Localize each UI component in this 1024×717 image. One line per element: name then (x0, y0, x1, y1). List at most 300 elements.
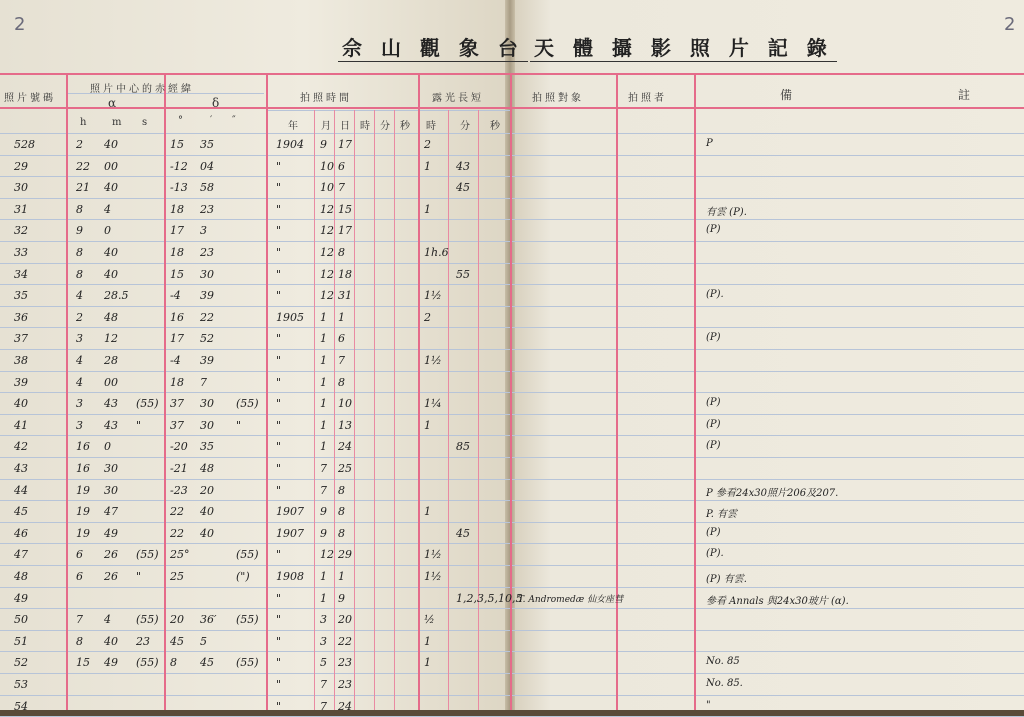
cell-m: 00 (104, 376, 118, 389)
header-remarks-2: 註 (958, 88, 974, 102)
cell-day: 20 (338, 613, 352, 626)
cell-s: " (136, 419, 142, 432)
cell-day: 25 (338, 462, 352, 475)
cell-year: " (276, 419, 282, 432)
cell-month: 3 (320, 613, 327, 626)
cell-m: 49 (104, 656, 118, 669)
cell-h: 8 (76, 203, 83, 216)
cell-month: 5 (320, 656, 327, 669)
sub-column-rule (354, 110, 355, 710)
cell-exp_h: 1½ (424, 570, 442, 583)
header-s: s (142, 117, 151, 128)
cell-year: " (276, 484, 282, 497)
ruled-line (0, 263, 1024, 264)
cell-deg: 22 (170, 527, 184, 540)
cell-sec: (55) (236, 656, 259, 669)
cell-day: 29 (338, 548, 352, 561)
cell-min: 23 (200, 246, 214, 259)
cell-note: (P) (706, 224, 721, 235)
cell-no: 35 (14, 289, 28, 302)
cell-exp_h: 1¼ (424, 397, 442, 410)
header-target: 拍照對象 (532, 93, 584, 104)
cell-deg: -4 (170, 289, 181, 302)
cell-deg: 25 (170, 570, 184, 583)
ruled-line (0, 306, 1024, 307)
cell-month: 9 (320, 138, 327, 151)
cell-year: 1908 (276, 570, 304, 583)
observatory-title: 佘 山 觀 象 台 (338, 32, 528, 62)
cell-no: 36 (14, 311, 28, 324)
cell-month: 1 (320, 354, 327, 367)
ruled-line (0, 695, 1024, 696)
ruled-line (0, 241, 1024, 242)
header-exp-hour: 時 (426, 121, 439, 132)
cell-no: 29 (14, 160, 28, 173)
cell-h: 3 (76, 419, 83, 432)
cell-m: 43 (104, 419, 118, 432)
cell-note: (P) (706, 527, 721, 538)
header-mid-rule (0, 107, 1024, 109)
cell-no: 43 (14, 462, 28, 475)
cell-h: 19 (76, 484, 90, 497)
cell-no: 50 (14, 613, 28, 626)
cell-min: 39 (200, 289, 214, 302)
right-page-number: 2 (1004, 14, 1016, 35)
cell-deg: 45 (170, 635, 184, 648)
cell-month: 10 (320, 160, 334, 173)
cell-deg: 16 (170, 311, 184, 324)
cell-day: 24 (338, 440, 352, 453)
cell-deg: 25° (170, 548, 190, 561)
header-m: m (112, 117, 125, 128)
ruled-line (0, 349, 1024, 350)
cell-m: 40 (104, 635, 118, 648)
cell-m: 28.5 (104, 289, 129, 302)
cell-h: 3 (76, 397, 83, 410)
cell-note: P. 有雲 (706, 509, 738, 520)
cell-no: 52 (14, 656, 28, 669)
cell-m: 40 (104, 268, 118, 281)
cell-min: 22 (200, 311, 214, 324)
cell-m: 0 (104, 440, 111, 453)
cell-deg: 18 (170, 203, 184, 216)
header-h: h (80, 117, 90, 128)
column-rule (164, 73, 166, 710)
cell-note: " (706, 700, 711, 711)
header-remarks-1: 備 (780, 88, 796, 102)
cell-sec: (55) (236, 397, 259, 410)
header-hour: 時 (360, 121, 373, 132)
cell-exp_h: 1 (424, 203, 431, 216)
cell-deg: -13 (170, 181, 188, 194)
cell-h: 21 (76, 181, 90, 194)
cell-note: (P) (706, 419, 721, 430)
cell-exp_h: 2 (424, 311, 431, 324)
cell-min: 35 (200, 440, 214, 453)
cell-day: 24 (338, 700, 352, 713)
cell-year: " (276, 332, 282, 345)
ruled-line (0, 457, 1024, 458)
header-delta: δ (212, 96, 223, 110)
cell-note: 有雲 (P). (706, 207, 747, 218)
ruled-line (0, 219, 1024, 220)
cell-note: P 參看24x30照片206及207. (706, 488, 839, 499)
cell-target: T. Andromedæ 仙女座彗 (518, 595, 624, 605)
cell-h: 4 (76, 376, 83, 389)
cell-day: 17 (338, 224, 352, 237)
cell-day: 1 (338, 570, 345, 583)
cell-day: 18 (338, 268, 352, 281)
cell-m: 40 (104, 246, 118, 259)
cell-min: 30 (200, 397, 214, 410)
cell-no: 49 (14, 592, 28, 605)
cell-deg: 37 (170, 419, 184, 432)
ruled-line (0, 133, 1024, 134)
cell-deg: 18 (170, 376, 184, 389)
cell-deg: 8 (170, 656, 177, 669)
cell-h: 2 (76, 311, 83, 324)
column-rule (418, 73, 420, 710)
ruled-line (0, 284, 1024, 285)
header-photo-time: 拍照時間 (300, 93, 352, 104)
column-rule (510, 73, 512, 710)
cell-note: (P). (706, 548, 724, 559)
cell-month: 12 (320, 246, 334, 259)
cell-exp_h: 1½ (424, 354, 442, 367)
cell-day: 23 (338, 656, 352, 669)
cell-note: No. 85. (706, 678, 743, 689)
cell-m: 00 (104, 160, 118, 173)
cell-month: 7 (320, 700, 327, 713)
cell-s: (55) (136, 656, 159, 669)
cell-h: 9 (76, 224, 83, 237)
cell-month: 1 (320, 592, 327, 605)
header-exp-min: 分 (460, 121, 473, 132)
cell-min: 58 (200, 181, 214, 194)
cell-month: 7 (320, 484, 327, 497)
cell-no: 54 (14, 700, 28, 713)
cell-min: 45 (200, 656, 214, 669)
cell-day: 1 (338, 311, 345, 324)
ruled-line (0, 435, 1024, 436)
ruled-line (0, 327, 1024, 328)
cell-no: 48 (14, 570, 28, 583)
cell-min: 5 (200, 635, 207, 648)
record-title: 天 體 攝 影 照 片 記 錄 (530, 32, 837, 62)
header-second: 秒 (400, 121, 413, 132)
ruled-line (0, 392, 1024, 393)
cell-m: 12 (104, 332, 118, 345)
cell-h: 4 (76, 354, 83, 367)
header-photographer: 拍照者 (628, 93, 667, 104)
cell-exp_h: 1 (424, 160, 431, 173)
cell-day: 23 (338, 678, 352, 691)
cell-min: 48 (200, 462, 214, 475)
cell-day: 13 (338, 419, 352, 432)
cell-s: (55) (136, 548, 159, 561)
header-arcsec: ″ (232, 115, 239, 126)
cell-no: 30 (14, 181, 28, 194)
header-exp-sec: 秒 (490, 121, 503, 132)
header-arcmin: ′ (210, 115, 216, 126)
ruled-line (0, 371, 1024, 372)
cell-day: 9 (338, 592, 345, 605)
cell-deg: 37 (170, 397, 184, 410)
cell-m: 43 (104, 397, 118, 410)
cell-exp_h: 1½ (424, 548, 442, 561)
cell-h: 3 (76, 332, 83, 345)
cell-year: " (276, 246, 282, 259)
cell-h: 15 (76, 656, 90, 669)
cell-no: 44 (14, 484, 28, 497)
cell-s: 23 (136, 635, 150, 648)
cell-deg: 15 (170, 268, 184, 281)
cell-note: No. 85 (706, 656, 740, 667)
cell-month: 12 (320, 289, 334, 302)
cell-m: 30 (104, 484, 118, 497)
cell-h: 19 (76, 505, 90, 518)
cell-year: " (276, 440, 282, 453)
cell-year: " (276, 160, 282, 173)
cell-deg: -20 (170, 440, 188, 453)
ruled-line (0, 630, 1024, 631)
cell-exp_m: 43 (456, 160, 470, 173)
cell-s: " (136, 570, 142, 583)
cell-deg: 17 (170, 332, 184, 345)
cell-note: (P) 有雲. (706, 574, 747, 585)
cell-m: 48 (104, 311, 118, 324)
cell-no: 38 (14, 354, 28, 367)
cell-month: 1 (320, 570, 327, 583)
ruled-line (0, 155, 1024, 156)
column-rule (694, 73, 696, 710)
header-year: 年 (288, 121, 301, 132)
cell-min: 39 (200, 354, 214, 367)
cell-exp_h: 1 (424, 505, 431, 518)
cell-year: " (276, 656, 282, 669)
cell-month: 9 (320, 505, 327, 518)
cell-h: 7 (76, 613, 83, 626)
header-deg: ° (178, 115, 186, 126)
cell-h: 6 (76, 548, 83, 561)
cell-year: " (276, 376, 282, 389)
cell-min: 40 (200, 527, 214, 540)
cell-m: 28 (104, 354, 118, 367)
cell-month: 10 (320, 181, 334, 194)
cell-exp_h: 1 (424, 635, 431, 648)
header-center-coords: 照片中心的赤經緯 (90, 84, 194, 95)
cell-h: 4 (76, 289, 83, 302)
cell-month: 12 (320, 548, 334, 561)
ruled-line (0, 587, 1024, 588)
cell-min: 3 (200, 224, 207, 237)
cell-no: 42 (14, 440, 28, 453)
cell-day: 6 (338, 160, 345, 173)
cell-m: 0 (104, 224, 111, 237)
cell-no: 53 (14, 678, 28, 691)
cell-h: 16 (76, 440, 90, 453)
cell-m: 26 (104, 570, 118, 583)
cell-day: 7 (338, 354, 345, 367)
ruled-line (0, 198, 1024, 199)
cell-h: 8 (76, 246, 83, 259)
cell-min: 04 (200, 160, 214, 173)
cell-note: (P) (706, 397, 721, 408)
sub-column-rule (448, 110, 449, 710)
cell-no: 39 (14, 376, 28, 389)
cell-exp_m: 85 (456, 440, 470, 453)
cell-year: " (276, 268, 282, 281)
ruled-line (0, 414, 1024, 415)
cell-year: " (276, 224, 282, 237)
ruled-line (0, 479, 1024, 480)
cell-year: " (276, 635, 282, 648)
header-exposure: 露光長短 (432, 93, 484, 104)
cell-deg: 15 (170, 138, 184, 151)
cell-m: 49 (104, 527, 118, 540)
cell-sec: (55) (236, 548, 259, 561)
cell-deg: -4 (170, 354, 181, 367)
sub-column-rule (394, 110, 395, 710)
cell-note: P (706, 138, 713, 149)
cell-m: 30 (104, 462, 118, 475)
cell-year: " (276, 592, 282, 605)
cell-deg: -23 (170, 484, 188, 497)
header-top-rule (0, 73, 1024, 75)
cell-exp_m: 45 (456, 527, 470, 540)
cell-year: 1907 (276, 505, 304, 518)
cell-min: 7 (200, 376, 207, 389)
cell-no: 46 (14, 527, 28, 540)
cell-deg: 17 (170, 224, 184, 237)
cell-note: 參看 Annals 與24x30玻片 (α). (706, 596, 849, 607)
cell-month: 1 (320, 419, 327, 432)
cell-deg: 22 (170, 505, 184, 518)
cell-exp_h: 1h.6 (424, 246, 449, 259)
ruled-line (0, 565, 1024, 566)
header-alpha: α (108, 96, 120, 110)
cell-deg: -21 (170, 462, 188, 475)
cell-day: 22 (338, 635, 352, 648)
cell-day: 6 (338, 332, 345, 345)
ruled-line (0, 651, 1024, 652)
cell-m: 26 (104, 548, 118, 561)
time-subheader-rule (266, 110, 510, 111)
cell-deg: -12 (170, 160, 188, 173)
cell-year: " (276, 354, 282, 367)
cell-year: 1904 (276, 138, 304, 151)
cell-exp_m: 45 (456, 181, 470, 194)
cell-exp_h: 1½ (424, 289, 442, 302)
header-minute: 分 (380, 121, 393, 132)
cell-sec: " (236, 419, 242, 432)
cell-day: 17 (338, 138, 352, 151)
cell-h: 8 (76, 268, 83, 281)
cell-no: 33 (14, 246, 28, 259)
cell-m: 47 (104, 505, 118, 518)
cell-exp_h: 1 (424, 656, 431, 669)
cell-no: 31 (14, 203, 28, 216)
cell-s: (55) (136, 397, 159, 410)
cell-exp_h: 2 (424, 138, 431, 151)
cell-year: 1907 (276, 527, 304, 540)
cell-year: " (276, 613, 282, 626)
sub-column-rule (374, 110, 375, 710)
cell-exp_m: 55 (456, 268, 470, 281)
cell-no: 41 (14, 419, 28, 432)
cell-no: 37 (14, 332, 28, 345)
ruled-line (0, 522, 1024, 523)
cell-no: 34 (14, 268, 28, 281)
ruled-line (0, 673, 1024, 674)
cell-day: 8 (338, 376, 345, 389)
cell-month: 1 (320, 397, 327, 410)
cell-day: 8 (338, 246, 345, 259)
cell-sec: (55) (236, 613, 259, 626)
header-month: 月 (321, 121, 334, 132)
cell-min: 30 (200, 419, 214, 432)
cell-note: (P) (706, 332, 721, 343)
ruled-line (0, 176, 1024, 177)
cell-year: " (276, 289, 282, 302)
cell-month: 9 (320, 527, 327, 540)
cell-exp_h: ½ (424, 613, 435, 626)
cell-no: 47 (14, 548, 28, 561)
cell-m: 40 (104, 138, 118, 151)
cell-min: 40 (200, 505, 214, 518)
cell-year: " (276, 678, 282, 691)
cell-note: (P). (706, 289, 724, 300)
cell-deg: 20 (170, 613, 184, 626)
cell-day: 8 (338, 484, 345, 497)
cell-month: 7 (320, 678, 327, 691)
cell-min: 30 (200, 268, 214, 281)
cell-month: 7 (320, 462, 327, 475)
cell-no: 40 (14, 397, 28, 410)
cell-month: 1 (320, 440, 327, 453)
left-page-number: 2 (14, 14, 26, 35)
cell-h: 22 (76, 160, 90, 173)
header-day: 日 (340, 121, 353, 132)
cell-year: 1905 (276, 311, 304, 324)
cell-sec: (") (236, 570, 250, 583)
cell-day: 8 (338, 527, 345, 540)
sub-column-rule (478, 110, 479, 710)
cell-note: (P) (706, 440, 721, 451)
cell-min: 52 (200, 332, 214, 345)
cell-min: 35 (200, 138, 214, 151)
cell-s: (55) (136, 613, 159, 626)
cell-month: 1 (320, 332, 327, 345)
cell-no: 528 (14, 138, 35, 151)
cell-min: 23 (200, 203, 214, 216)
cell-month: 1 (320, 311, 327, 324)
cell-year: " (276, 462, 282, 475)
cell-h: 2 (76, 138, 83, 151)
cell-month: 12 (320, 268, 334, 281)
sub-column-rule (314, 110, 315, 710)
column-rule (66, 73, 68, 710)
cell-day: 31 (338, 289, 352, 302)
cell-no: 45 (14, 505, 28, 518)
cell-year: " (276, 700, 282, 713)
ruled-line (0, 543, 1024, 544)
cell-exp_m: 1,2,3,5,10,5 (456, 592, 523, 605)
cell-h: 6 (76, 570, 83, 583)
sub-column-rule (334, 110, 335, 710)
cell-m: 40 (104, 181, 118, 194)
ruled-line (0, 608, 1024, 609)
